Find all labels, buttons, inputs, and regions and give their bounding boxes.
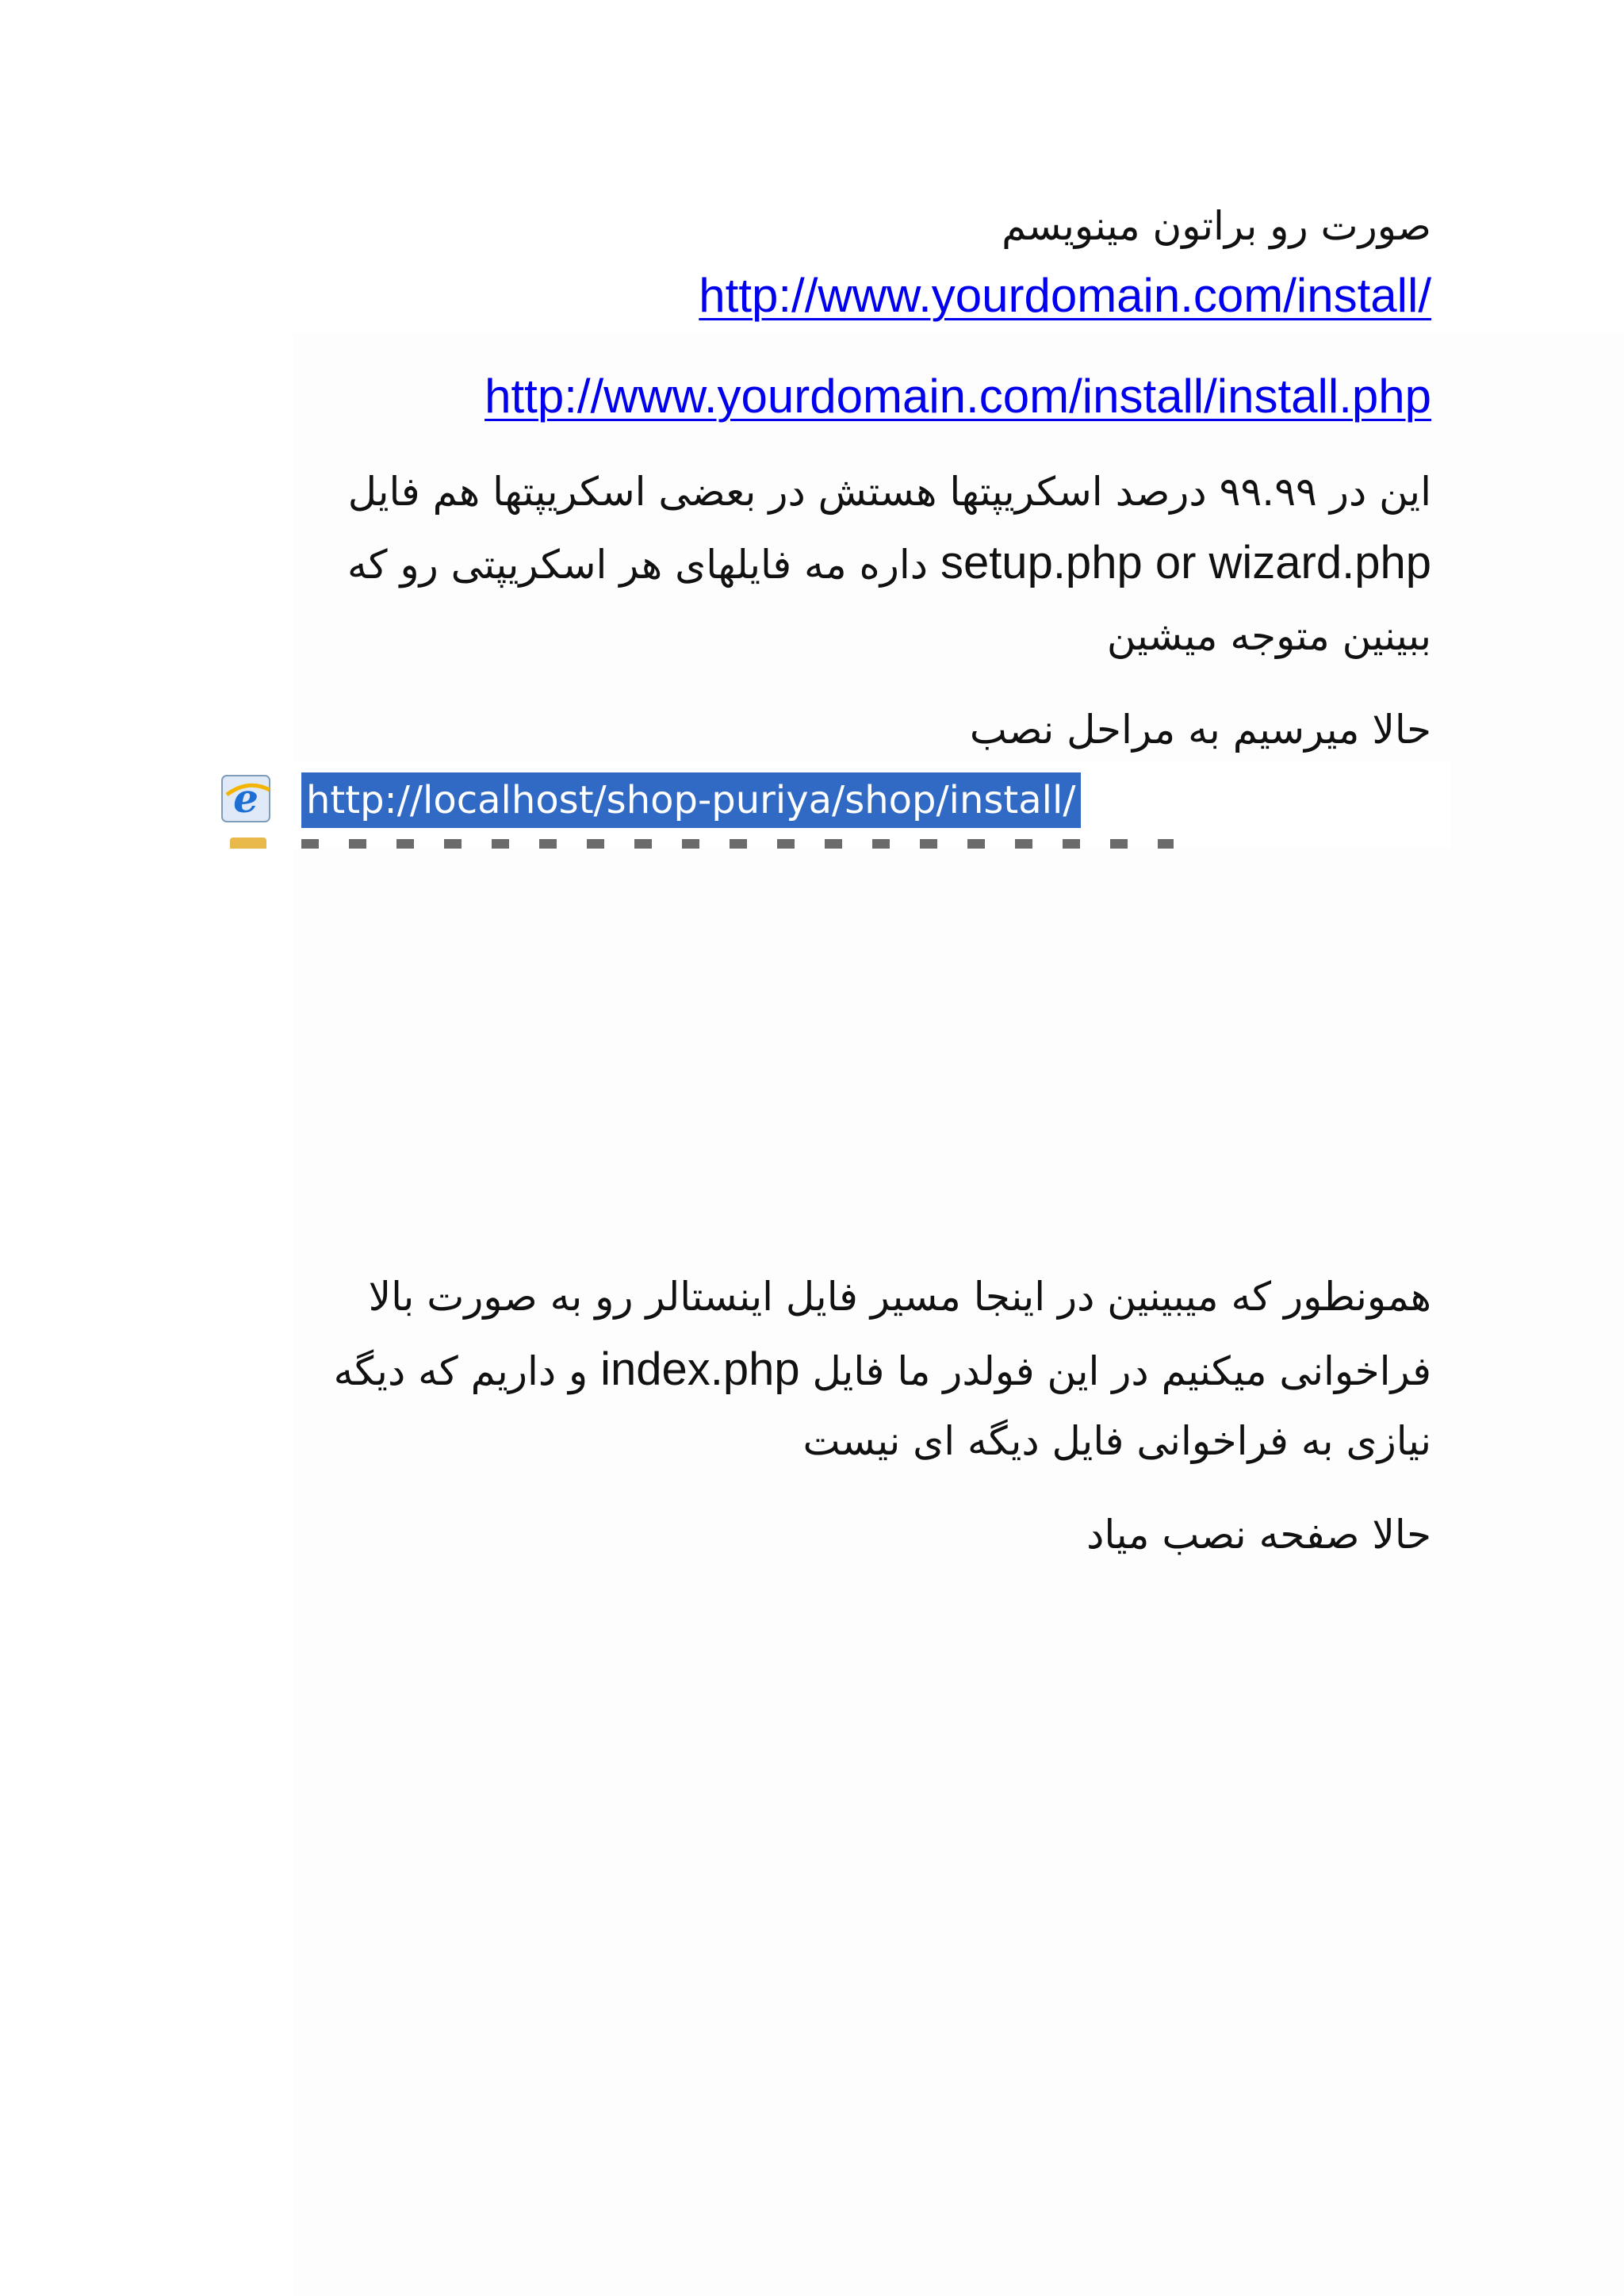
paragraph2-line1: این در ۹۹.۹۹ درصد اسکریپتها هستش در بعضی اسکریپتها هم فایل (347, 469, 1431, 515)
cut-off-icon (230, 838, 266, 849)
paragraph4-line2 (333, 1343, 1431, 1395)
paragraph4-line2-start: فراخوانی میکنیم در این فولدر ما فایل (812, 1348, 1431, 1394)
intro-line: صورت رو براتون مینویسم (1002, 203, 1431, 249)
index-file-name: index.php (600, 1343, 800, 1395)
paragraph2-line2-text: داره مه فایلهای هر اسکریپتی رو که (347, 542, 929, 588)
svg-text:e: e (233, 775, 259, 822)
install-php-link[interactable]: http://www.yourdomain.com/install/install.php (485, 370, 1431, 423)
paragraph2-line3: ببینین متوجه میشین (1106, 613, 1431, 659)
setup-file-names: setup.php or wizard.php (940, 537, 1431, 588)
steps-heading: حالا میرسیم به مراحل نصب (969, 707, 1431, 753)
install-page-line: حالا صفحه نصب میاد (1086, 1512, 1431, 1558)
cut-off-text-row (301, 839, 1174, 849)
paragraph4-line2-end: و داریم که دیگه (333, 1348, 588, 1394)
address-bar-screenshot (214, 761, 1451, 849)
paragraph4-line3: نیازی به فراخوانی فایل دیگه ای نیست (802, 1418, 1431, 1464)
install-dir-link[interactable]: http://www.yourdomain.com/install/ (699, 269, 1431, 322)
internet-explorer-icon (220, 771, 276, 826)
paragraph4-line1: همونطور که میبینین در اینجا مسیر فایل اینستالر رو به صورت بالا (368, 1274, 1431, 1320)
address-url-selected[interactable]: http://localhost/shop-puriya/shop/install/ (301, 772, 1081, 828)
paragraph2-line2 (347, 539, 1431, 588)
